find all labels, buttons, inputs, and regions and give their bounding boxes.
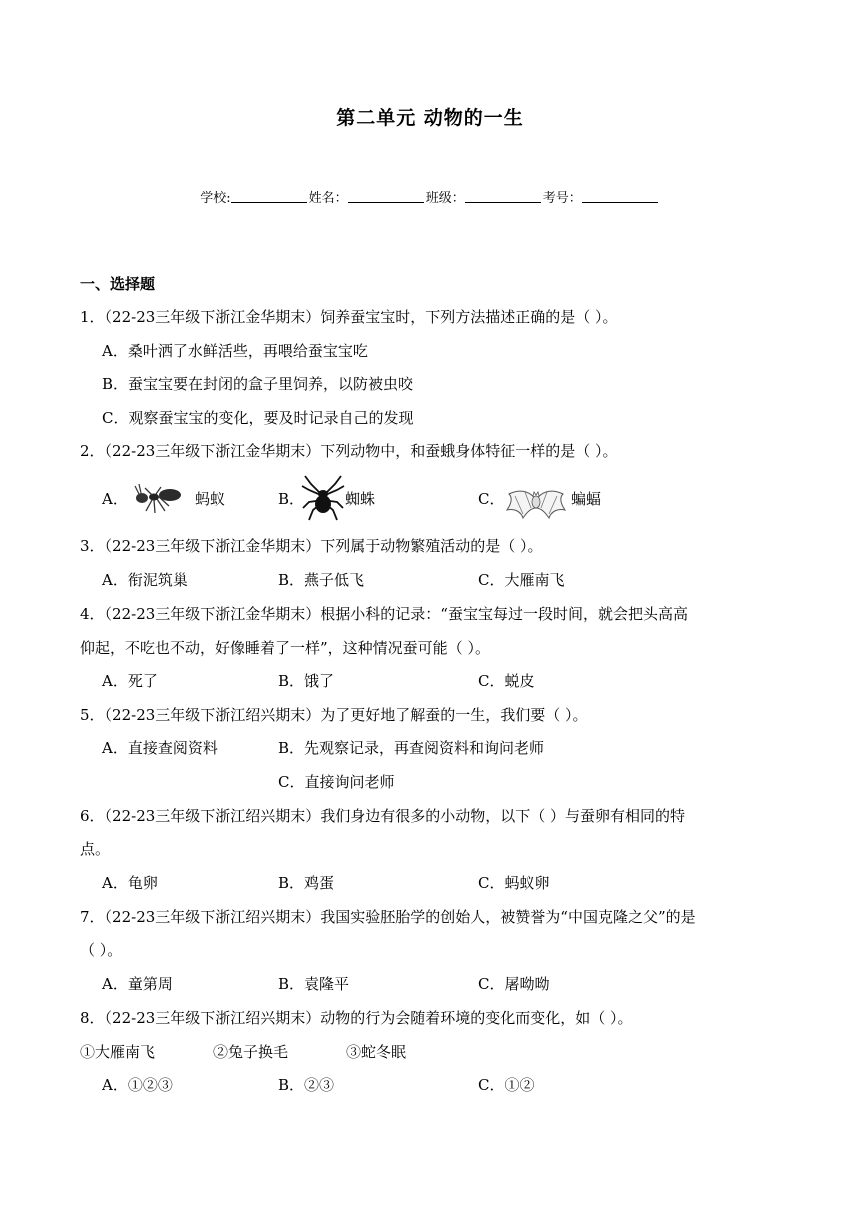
question-7-stem-line-1: 7．（22-23三年级下浙江绍兴期末）我国实验胚胎学的创始人，被赞誉为“中国克隆之父”的是 [80, 908, 696, 926]
question-3-option-a[interactable]: A．衔泥筑巢 [102, 571, 188, 589]
question-8-option-a[interactable]: A．①②③ [102, 1076, 173, 1094]
question-8-item-3: ③蛇冬眠 [346, 1043, 407, 1061]
question-3-stem: 3．（22-23三年级下浙江金华期末）下列属于动物繁殖活动的是（ ）。 [80, 537, 543, 555]
question-5-option-a[interactable]: A．直接查阅资料 [102, 739, 218, 757]
question-2-stem: 2．（22-23三年级下浙江金华期末）下列动物中，和蚕蛾身体特征一样的是（ ）。 [80, 442, 618, 460]
exam-number-blank[interactable] [582, 190, 658, 203]
name-label: 姓名： [308, 191, 348, 206]
question-8-item-2: ②兔子换毛 [213, 1043, 289, 1061]
question-6-stem-line-2: 点。 [80, 840, 111, 858]
question-1-stem: 1．（22-23三年级下浙江金华期末）饲养蚕宝宝时，下列方法描述正确的是（ ）。 [80, 308, 618, 326]
question-8-option-c[interactable]: C．①② [478, 1076, 535, 1094]
question-5-option-c[interactable]: C．直接询问老师 [278, 773, 395, 791]
question-8-item-1: ①大雁南飞 [80, 1043, 156, 1061]
question-2-option-b-letter[interactable]: B． [278, 490, 305, 508]
question-4-option-a[interactable]: A．死了 [102, 672, 158, 690]
question-2-option-c-letter[interactable]: C． [478, 490, 505, 508]
question-3-option-b[interactable]: B．燕子低飞 [278, 571, 365, 589]
question-1-option-b[interactable]: B．蚕宝宝要在封闭的盒子里饲养，以防被虫咬 [102, 375, 414, 393]
question-1-option-a[interactable]: A．桑叶洒了水鲜活些，再喂给蚕宝宝吃 [102, 342, 368, 360]
question-4-option-c[interactable]: C．蜕皮 [478, 672, 535, 690]
section-heading: 一、选择题 [80, 275, 156, 293]
question-5-stem: 5．（22-23三年级下浙江绍兴期末）为了更好地了解蚕的一生，我们要（ ）。 [80, 706, 588, 724]
question-6-option-c[interactable]: C．蚂蚁卵 [478, 874, 550, 892]
question-4-stem-line-1: 4．（22-23三年级下浙江金华期末）根据小科的记录：“蚕宝宝每过一段时间，就会把头高高 [80, 605, 688, 623]
ant-icon [133, 478, 189, 518]
question-8-stem: 8．（22-23三年级下浙江绍兴期末）动物的行为会随着环境的变化而变化，如（ ）。 [80, 1009, 633, 1027]
school-blank[interactable] [231, 190, 307, 203]
question-4-option-b[interactable]: B．饿了 [278, 672, 335, 690]
question-6-option-b[interactable]: B．鸡蛋 [278, 874, 335, 892]
question-1-option-c[interactable]: C．观察蚕宝宝的变化，要及时记录自己的发现 [102, 409, 414, 427]
question-8-option-b[interactable]: B．②③ [278, 1076, 335, 1094]
bat-icon [505, 480, 567, 524]
question-6-option-a[interactable]: A．龟卵 [102, 874, 158, 892]
page-title: 第二单元 动物的一生 [336, 107, 524, 129]
question-4-stem-line-2: 仰起，不吃也不动，好像睡着了一样”，这种情况蚕可能（ ）。 [80, 639, 490, 657]
name-blank[interactable] [348, 190, 424, 203]
class-label: 班级： [425, 191, 465, 206]
question-2-option-b-text: 蜘蛛 [345, 490, 376, 508]
question-7-option-c[interactable]: C．屠呦呦 [478, 975, 550, 993]
question-7-option-a[interactable]: A．童第周 [102, 975, 173, 993]
exam-number-label: 考号： [542, 191, 582, 206]
question-2-option-a-text: 蚂蚁 [195, 490, 226, 508]
school-label: 学校: [200, 191, 231, 206]
question-3-option-c[interactable]: C．大雁南飞 [478, 571, 565, 589]
student-info-line [0, 187, 860, 206]
spider-icon [301, 474, 345, 522]
question-7-stem-line-2: （ ）。 [80, 941, 123, 959]
question-7-option-b[interactable]: B．袁隆平 [278, 975, 350, 993]
question-2-option-c-text: 蝙蝠 [571, 490, 602, 508]
question-2-option-a-letter[interactable]: A． [102, 490, 128, 508]
question-6-stem-line-1: 6．（22-23三年级下浙江绍兴期末）我们身边有很多的小动物，以下（ ）与蚕卵有相同的特 [80, 807, 686, 825]
question-5-option-b[interactable]: B．先观察记录，再查阅资料和询问老师 [278, 739, 545, 757]
class-blank[interactable] [465, 190, 541, 203]
